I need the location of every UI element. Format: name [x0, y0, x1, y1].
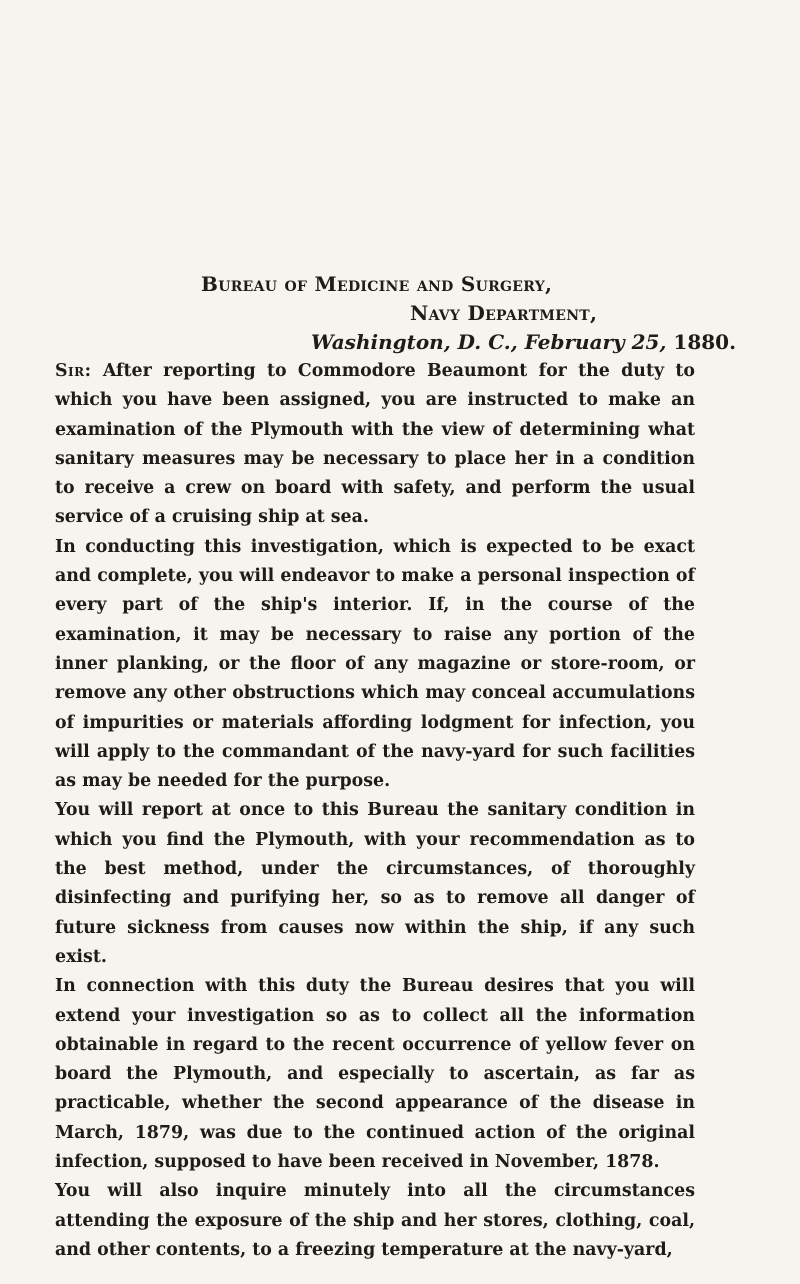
heading-place-date: [55, 328, 737, 357]
heading-department: Navy Department,: [410, 301, 598, 325]
paragraph: You will report at once to this Bureau the sanitary condition in which you find the Plymouth, with your recommendation as to the best method, under the circumstances, of thoroughly disinfecting and purifying her, so as to remove all danger of future sickness from causes now within the ship, if any such exist.: [55, 800, 695, 967]
salutation: Sir:: [55, 361, 92, 381]
paragraph: You will also inquire minutely into all the circumstances attending the exposure of the ship and her stores, clothing, coal, and other contents, to a freezing temperature at the navy-yard,: [55, 1181, 695, 1260]
paragraph-text: After reporting to Commodore Beaumont for the duty to which you have been assigned, you are instructed to make an examination of the Plymouth with the view of determining what sanitary measures may be necessary to place her in a condition to receive a crew on board with safety, and perform the usual service of a cruising ship at sea.: [55, 361, 695, 528]
letter-body: [55, 357, 695, 1265]
year-text: 1880.: [673, 330, 737, 354]
place-text: Washington, D. C.,: [311, 330, 518, 354]
date-text: February 25,: [524, 330, 667, 354]
letter: [55, 270, 737, 1265]
paragraph: In connection with this duty the Bureau desires that you will extend your investigation so as to collect all the information obtainable in regard to the recent occurrence of yellow fever on board the Plymouth, and especially to ascertain, as far as practicable, whether the second appearance of the disease in March, 1879, was due to the continued action of the original infection, supposed to have been received in November, 1878.: [55, 976, 695, 1173]
paragraph: [55, 357, 695, 533]
heading-bureau: Bureau of Medicine and Surgery,: [201, 272, 553, 296]
paragraph: In conducting this investigation, which is expected to be exact and complete, you will endeavor to make a personal inspection of every part of the ship's interior. If, in the course of the examination, it may be necessary to raise any portion of the inner planking, or the floor of any magazine or store-room, or remove any other obstructions which may conceal accumulations of impurities or materials affording lodgment for infection, you will apply to the commandant of the navy-yard for such facilities as may be needed for the purpose.: [55, 536, 695, 792]
